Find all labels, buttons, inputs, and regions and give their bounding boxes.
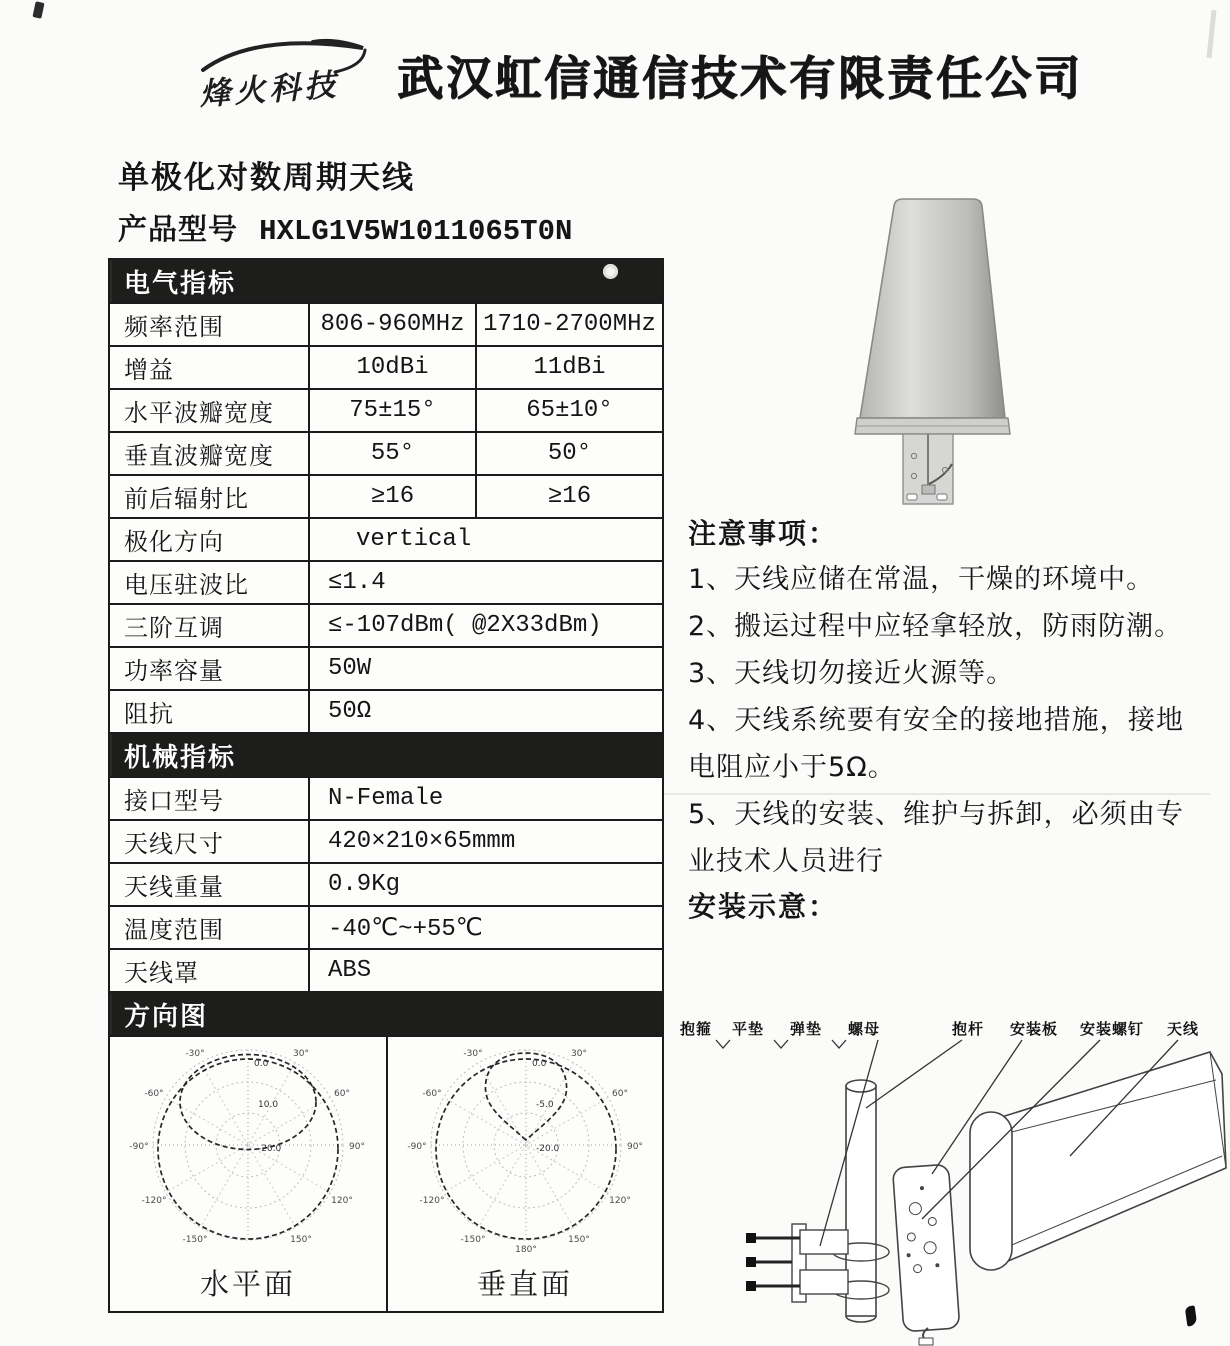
spec-label-cell: 天线重量 bbox=[109, 863, 309, 906]
svg-text:-30°: -30° bbox=[185, 1049, 205, 1059]
installation-diagram bbox=[670, 1016, 1230, 1346]
note-item: 4、天线系统要有安全的接地措施，接地电阻应小于5Ω。 bbox=[688, 705, 1184, 783]
pattern-caption-vertical: 垂直面 bbox=[476, 1267, 573, 1301]
spec-label-cell: 前后辐射比 bbox=[109, 475, 309, 518]
spec-label-cell: 电压驻波比 bbox=[109, 561, 309, 604]
page-header bbox=[185, 28, 1085, 120]
svg-text:90°: 90° bbox=[349, 1142, 365, 1152]
table-row bbox=[109, 432, 663, 475]
spec-value-cell: 75±15° bbox=[309, 389, 476, 432]
svg-text:60°: 60° bbox=[612, 1089, 628, 1099]
svg-text:10.0: 10.0 bbox=[258, 1100, 279, 1110]
logo-text: 烽火科技 bbox=[198, 67, 341, 113]
spec-value-cell: 806-960MHz bbox=[309, 303, 476, 346]
svg-text:-120°: -120° bbox=[141, 1196, 167, 1206]
table-row bbox=[109, 863, 663, 906]
install-label-clamp: 抱箍 bbox=[680, 1020, 713, 1038]
notes-section bbox=[688, 512, 1184, 929]
spec-label-cell: 温度范围 bbox=[109, 906, 309, 949]
spec-value-cell: ABS bbox=[309, 949, 663, 992]
spec-value-cell: 420×210×65mmm bbox=[309, 820, 663, 863]
spec-value-cell: ≤-107dBm( @2X33dBm) bbox=[309, 604, 663, 647]
spec-label-cell: 垂直波瓣宽度 bbox=[109, 432, 309, 475]
svg-text:-60°: -60° bbox=[422, 1089, 442, 1099]
table-row bbox=[109, 820, 663, 863]
svg-text:120°: 120° bbox=[331, 1196, 353, 1206]
svg-text:-20.0: -20.0 bbox=[536, 1144, 560, 1154]
svg-text:-60°: -60° bbox=[144, 1089, 164, 1099]
installation-diagram-art bbox=[670, 1016, 1230, 1346]
spec-label-cell: 天线罩 bbox=[109, 949, 309, 992]
install-label-mounting-screw: 安装螺钉 bbox=[1080, 1020, 1145, 1038]
spec-value-cell: ≤1.4 bbox=[309, 561, 663, 604]
note-item: 1、天线应储在常温，干燥的环境中。 bbox=[688, 564, 1155, 595]
install-label-pole: 抱杆 bbox=[952, 1020, 985, 1038]
spec-value-cell: 1710-2700MHz bbox=[476, 303, 663, 346]
spec-label-cell: 阻抗 bbox=[109, 690, 309, 733]
svg-text:30°: 30° bbox=[571, 1049, 587, 1059]
spec-value-cell: ≥16 bbox=[309, 475, 476, 518]
spec-label-cell: 天线尺寸 bbox=[109, 820, 309, 863]
svg-text:-20.0: -20.0 bbox=[258, 1144, 282, 1154]
install-label-nut: 螺母 bbox=[848, 1020, 881, 1038]
model-line bbox=[118, 207, 572, 248]
spec-label-cell: 接口型号 bbox=[109, 777, 309, 820]
pattern-box-vertical bbox=[386, 1037, 662, 1311]
pattern-plots bbox=[108, 1037, 664, 1313]
table-row bbox=[109, 561, 663, 604]
table-row bbox=[109, 303, 663, 346]
spec-value-cell: N-Female bbox=[309, 777, 663, 820]
spec-label-cell: 极化方向 bbox=[109, 518, 309, 561]
spec-label-cell: 水平波瓣宽度 bbox=[109, 389, 309, 432]
note-item: 5、天线的安装、维护与拆卸，必须由专业技术人员进行 bbox=[688, 799, 1184, 877]
spec-value-cell: ≥16 bbox=[476, 475, 663, 518]
company-name: 武汉虹信通信技术有限责任公司 bbox=[397, 51, 1083, 105]
note-item: 3、天线切勿接近火源等。 bbox=[688, 658, 1015, 689]
spec-value-cell: 50Ω bbox=[309, 690, 663, 733]
svg-text:30°: 30° bbox=[293, 1049, 309, 1059]
table-row bbox=[109, 690, 663, 733]
svg-text:150°: 150° bbox=[290, 1235, 312, 1245]
spec-label-cell: 频率范围 bbox=[109, 303, 309, 346]
spec-value-cell: 50° bbox=[476, 432, 663, 475]
pattern-caption-horizontal: 水平面 bbox=[199, 1267, 296, 1301]
scan-mark-top-left bbox=[32, 1, 44, 19]
section-header-label: 方向图 bbox=[124, 1001, 209, 1032]
antenna-product-figure bbox=[845, 190, 1065, 510]
model-label: 产品型号 bbox=[118, 212, 239, 246]
spec-label-cell: 增益 bbox=[109, 346, 309, 389]
model-value: HXLG1V5W1011065T0N bbox=[259, 215, 573, 248]
section-header-pattern bbox=[108, 993, 664, 1037]
table-row bbox=[109, 346, 663, 389]
table-section-row bbox=[109, 259, 663, 303]
section-header-label: 电气指标 bbox=[124, 268, 237, 299]
install-heading: 安装示意： bbox=[688, 890, 839, 923]
notes-heading: 注意事项： bbox=[688, 517, 839, 550]
table-row bbox=[109, 604, 663, 647]
scan-streak bbox=[1207, 10, 1217, 58]
table-section-row bbox=[109, 733, 663, 777]
install-label-flat-washer: 平垫 bbox=[732, 1020, 765, 1038]
spec-value-cell: 10dBi bbox=[309, 346, 476, 389]
table-row bbox=[109, 389, 663, 432]
spec-table-grid bbox=[108, 258, 664, 993]
install-label-antenna: 天线 bbox=[1167, 1020, 1200, 1038]
section-header-label: 机械指标 bbox=[124, 742, 237, 773]
spec-table bbox=[108, 258, 664, 1313]
pattern-box-horizontal bbox=[110, 1037, 386, 1311]
spec-value-cell: 55° bbox=[309, 432, 476, 475]
install-label-mounting-plate: 安装板 bbox=[1010, 1020, 1059, 1038]
scan-artifact-dot bbox=[603, 264, 618, 279]
svg-text:60°: 60° bbox=[334, 1089, 350, 1099]
svg-text:-30°: -30° bbox=[463, 1049, 483, 1059]
svg-text:-90°: -90° bbox=[407, 1142, 427, 1152]
horizontal-pattern-plot bbox=[112, 1039, 384, 1265]
section-header-mechanical bbox=[109, 733, 663, 777]
note-item: 2、搬运过程中应轻拿轻放，防雨防潮。 bbox=[688, 611, 1183, 642]
svg-text:120°: 120° bbox=[609, 1196, 631, 1206]
table-row bbox=[109, 647, 663, 690]
spec-label-cell: 功率容量 bbox=[109, 647, 309, 690]
page-title: 单极化对数周期天线 bbox=[118, 160, 415, 196]
table-row bbox=[109, 906, 663, 949]
svg-text:180°: 180° bbox=[515, 1245, 537, 1255]
spec-value-cell: 0.9Kg bbox=[309, 863, 663, 906]
svg-text:150°: 150° bbox=[568, 1235, 590, 1245]
spec-value-cell: 11dBi bbox=[476, 346, 663, 389]
spec-label-cell: 三阶互调 bbox=[109, 604, 309, 647]
svg-text:-5.0: -5.0 bbox=[536, 1100, 554, 1110]
table-row bbox=[109, 949, 663, 992]
table-row bbox=[109, 518, 663, 561]
vertical-pattern-plot bbox=[390, 1039, 662, 1265]
company-logo bbox=[185, 34, 390, 118]
svg-text:0.0: 0.0 bbox=[254, 1059, 269, 1069]
spec-value-cell: -40℃~+55℃ bbox=[309, 906, 663, 949]
spec-value-cell: 65±10° bbox=[476, 389, 663, 432]
table-row bbox=[109, 475, 663, 518]
spec-value-cell: 50W bbox=[309, 647, 663, 690]
section-header-electrical bbox=[109, 259, 663, 303]
svg-text:-90°: -90° bbox=[129, 1142, 149, 1152]
svg-text:-150°: -150° bbox=[182, 1235, 208, 1245]
svg-text:-120°: -120° bbox=[419, 1196, 445, 1206]
spec-value-cell: vertical bbox=[309, 518, 663, 561]
svg-text:0.0: 0.0 bbox=[532, 1059, 547, 1069]
install-label-spring-washer: 弹垫 bbox=[790, 1020, 823, 1038]
svg-text:90°: 90° bbox=[627, 1142, 643, 1152]
svg-text:-150°: -150° bbox=[460, 1235, 486, 1245]
table-row bbox=[109, 777, 663, 820]
